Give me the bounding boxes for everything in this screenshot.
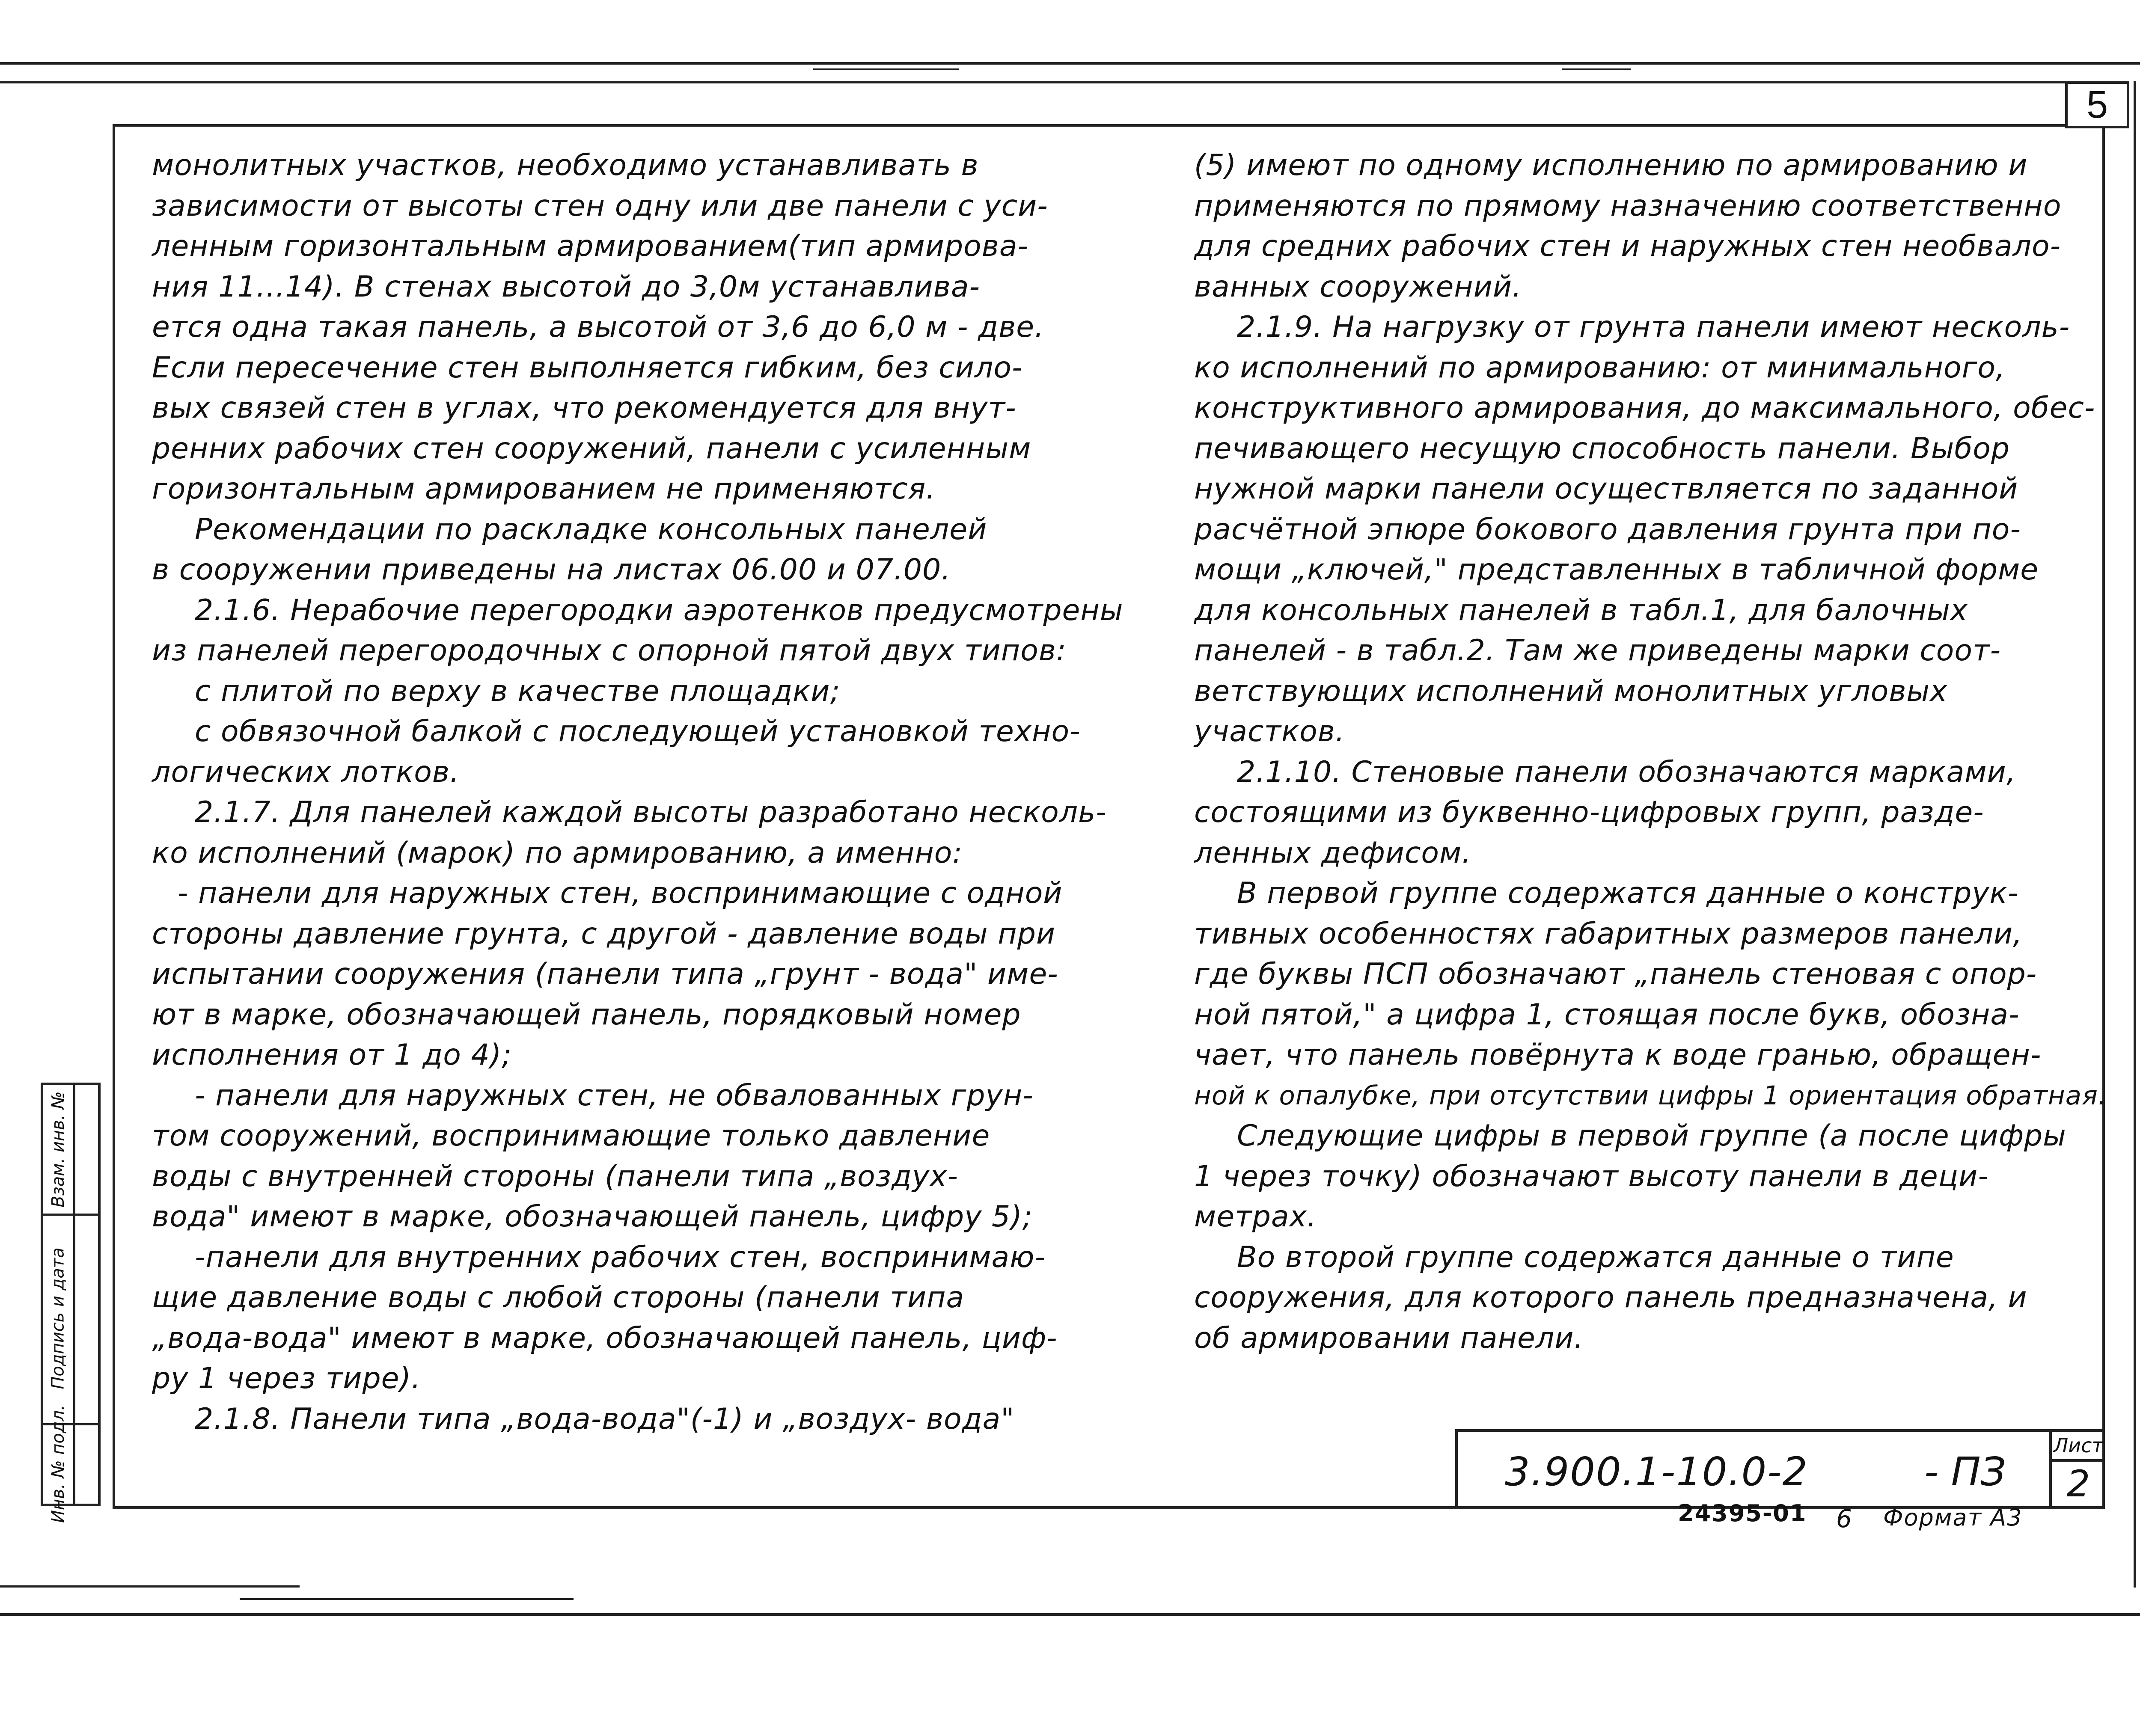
text-line: для консольных панелей в табл.1, для балочных (1194, 593, 1968, 627)
sheet-number-cell (2049, 1432, 2105, 1506)
text-line: ной пятой," а цифра 1, стоящая после букв, обозна- (1194, 997, 2020, 1032)
text-line: -панели для внутренних рабочих стен, воспринимаю- (195, 1240, 1046, 1274)
text-line: стороны давление грунта, с другой - давление воды при (152, 917, 1056, 951)
text-line: горизонтальным армированием не применяются. (152, 472, 936, 506)
text-line: исполнения от 1 до 4); (152, 1038, 512, 1072)
text-line: в сооружении приведены на листах 06.00 и 07.00. (152, 553, 951, 587)
bottom-scan-rule (0, 1613, 2140, 1616)
text-line: с плитой по верху в качестве площадки; (195, 674, 841, 708)
text-line: ру 1 через тире). (152, 1362, 421, 1395)
text-line: об армировании панели. (1194, 1321, 1584, 1355)
text-line: применяются по прямому назначению соответственно (1194, 189, 2062, 223)
text-line: ется одна такая панель, а высотой от 3,6 до 6,0 м - две. (152, 310, 1044, 344)
format-label: Формат А3 (1883, 1504, 2023, 1531)
text-line: монолитных участков, необходимо устанавливать в (152, 148, 979, 182)
copy-number: 6 (1836, 1504, 1852, 1533)
text-line: вода" имеют в марке, обозначающей панель, цифру 5); (152, 1200, 1033, 1234)
text-line: ния 11...14). В стенах высотой до 3,0м устанавлива- (152, 270, 981, 304)
left-text-column (152, 145, 1124, 1439)
text-line: для средних рабочих стен и наружных стен необвало- (1194, 229, 2061, 263)
text-line: 2.1.8. Панели типа „вода-вода"(-1) и „воздух- вода" (195, 1402, 1015, 1436)
text-line: зависимости от высоты стен одну или две панели с уси- (152, 189, 1048, 223)
title-block (1455, 1429, 2105, 1506)
inventory-number: 24395-01 (1678, 1500, 1807, 1527)
text-line: 2.1.7. Для панелей каждой высоты разработано несколь- (195, 795, 1107, 829)
text-line: Во второй группе содержатся данные о типе (1237, 1240, 1954, 1274)
text-line: чает, что панель повёрнута к воде гранью, обращен- (1194, 1038, 2042, 1072)
text-line: ветствующих исполнений монолитных угловых (1194, 674, 1948, 708)
top-short-rule (813, 68, 959, 70)
side-stamp-label: Взам. инв. № (48, 1091, 68, 1208)
text-line: том сооружений, воспринимающие только давление (152, 1119, 990, 1153)
right-text-column (1194, 145, 2107, 1359)
text-line: конструктивного армирования, до максимального, обес- (1194, 391, 2095, 425)
text-line: 2.1.10. Стеновые панели обозначаются марками, (1237, 755, 2016, 789)
text-line: печивающего несущую способность панели. Выбор (1194, 431, 2010, 466)
top-scan-rule-2 (0, 81, 2067, 83)
text-line: ванных сооружений. (1194, 270, 1522, 304)
text-line: испытании сооружения (панели типа „грунт - вода" име- (152, 957, 1058, 991)
text-line: Следующие цифры в первой группе (а после цифры (1237, 1119, 2066, 1153)
top-short-rule-2 (1562, 68, 1631, 70)
text-line: состоящими из буквенно-цифровых групп, разде- (1194, 795, 1984, 829)
text-line: из панелей перегородочных с опорной пятой двух типов: (152, 634, 1067, 668)
side-stamp-cell (43, 1405, 73, 1523)
text-line: метрах. (1194, 1200, 1317, 1234)
text-line: участков. (1194, 715, 1345, 748)
text-line: В первой группе содержатся данные о конструк- (1237, 876, 2019, 910)
side-strip-divider (73, 1085, 75, 1504)
side-stamp-strip (41, 1083, 101, 1523)
side-stamp-cell (43, 1214, 73, 1423)
text-line: логических лотков. (152, 755, 460, 789)
text-line: воды с внутренней стороны (панели типа „воздух- (152, 1159, 958, 1193)
bottom-scan-rule-2 (240, 1598, 574, 1600)
side-stamp-label: Подпись и дата (48, 1247, 68, 1389)
text-line: ленным горизонтальным армированием(тип армирова- (152, 229, 1029, 263)
text-line: где буквы ПСП обозначают „панель стеновая с опор- (1194, 957, 2037, 991)
sheet-label: Лист (2052, 1432, 2105, 1462)
text-line: щие давление воды с любой стороны (панели типа (152, 1281, 965, 1315)
text-line: нужной марки панели осуществляется по заданной (1194, 472, 2018, 506)
right-scan-rule (2134, 81, 2136, 1588)
top-scan-rule (0, 62, 2140, 65)
text-line: Если пересечение стен выполняется гибким, без сило- (152, 350, 1023, 385)
text-line: ренних рабочих стен сооружений, панели с усиленным (152, 431, 1031, 466)
text-line: „вода-вода" имеют в марке, обозначающей панель, циф- (152, 1321, 1058, 1355)
text-line: ной к опалубке, при отсутствии цифры 1 ориентация обратная. (1194, 1080, 2107, 1111)
side-stamp-label: Инв. № подл. (48, 1405, 68, 1523)
document-suffix: - ПЗ (1924, 1449, 2006, 1495)
text-line: ют в марке, обозначающей панель, порядковый номер (152, 997, 1021, 1032)
text-line: - панели для наружных стен, не обвалованных грун- (195, 1078, 1034, 1113)
text-line: расчётной эпюре бокового давления грунта при по- (1194, 512, 2021, 546)
text-line: ко исполнений по армированию: от минимального, (1194, 350, 2006, 385)
sheet-number: 2 (2066, 1463, 2090, 1505)
text-line: панелей - в табл.2. Там же приведены марки соот- (1194, 634, 2001, 668)
text-line: 2.1.9. На нагрузку от грунта панели имеют несколь- (1237, 310, 2070, 344)
document-code: 3.900.1-10.0-2 (1505, 1449, 1808, 1495)
text-line: тивных особенностях габаритных размеров панели, (1194, 917, 2023, 951)
text-line: Рекомендации по раскладке консольных панелей (195, 512, 987, 546)
text-line: вых связей стен в углах, что рекомендуется для внут- (152, 391, 1016, 425)
text-line: мощи „ключей," представленных в табличной форме (1194, 553, 2039, 587)
text-line: (5) имеют по одному исполнению по армированию и (1194, 148, 2028, 182)
side-stamp-cell (43, 1085, 73, 1214)
text-line: с обвязочной балкой с последующей установкой техно- (195, 715, 1081, 748)
text-line: 2.1.6. Нерабочие перегородки аэротенков предусмотрены (195, 593, 1124, 627)
text-line: сооружения, для которого панель предназначена, и (1194, 1281, 2027, 1315)
text-line: ко исполнений (марок) по армированию, а именно: (152, 836, 963, 870)
text-line: - панели для наружных стен, воспринимающие с одной (178, 876, 1063, 910)
text-line: 1 через точку) обозначают высоту панели в деци- (1194, 1159, 1989, 1193)
page-number: 5 (2065, 81, 2129, 128)
bottom-scan-rule-3 (0, 1585, 300, 1588)
text-line: ленных дефисом. (1194, 836, 1471, 870)
